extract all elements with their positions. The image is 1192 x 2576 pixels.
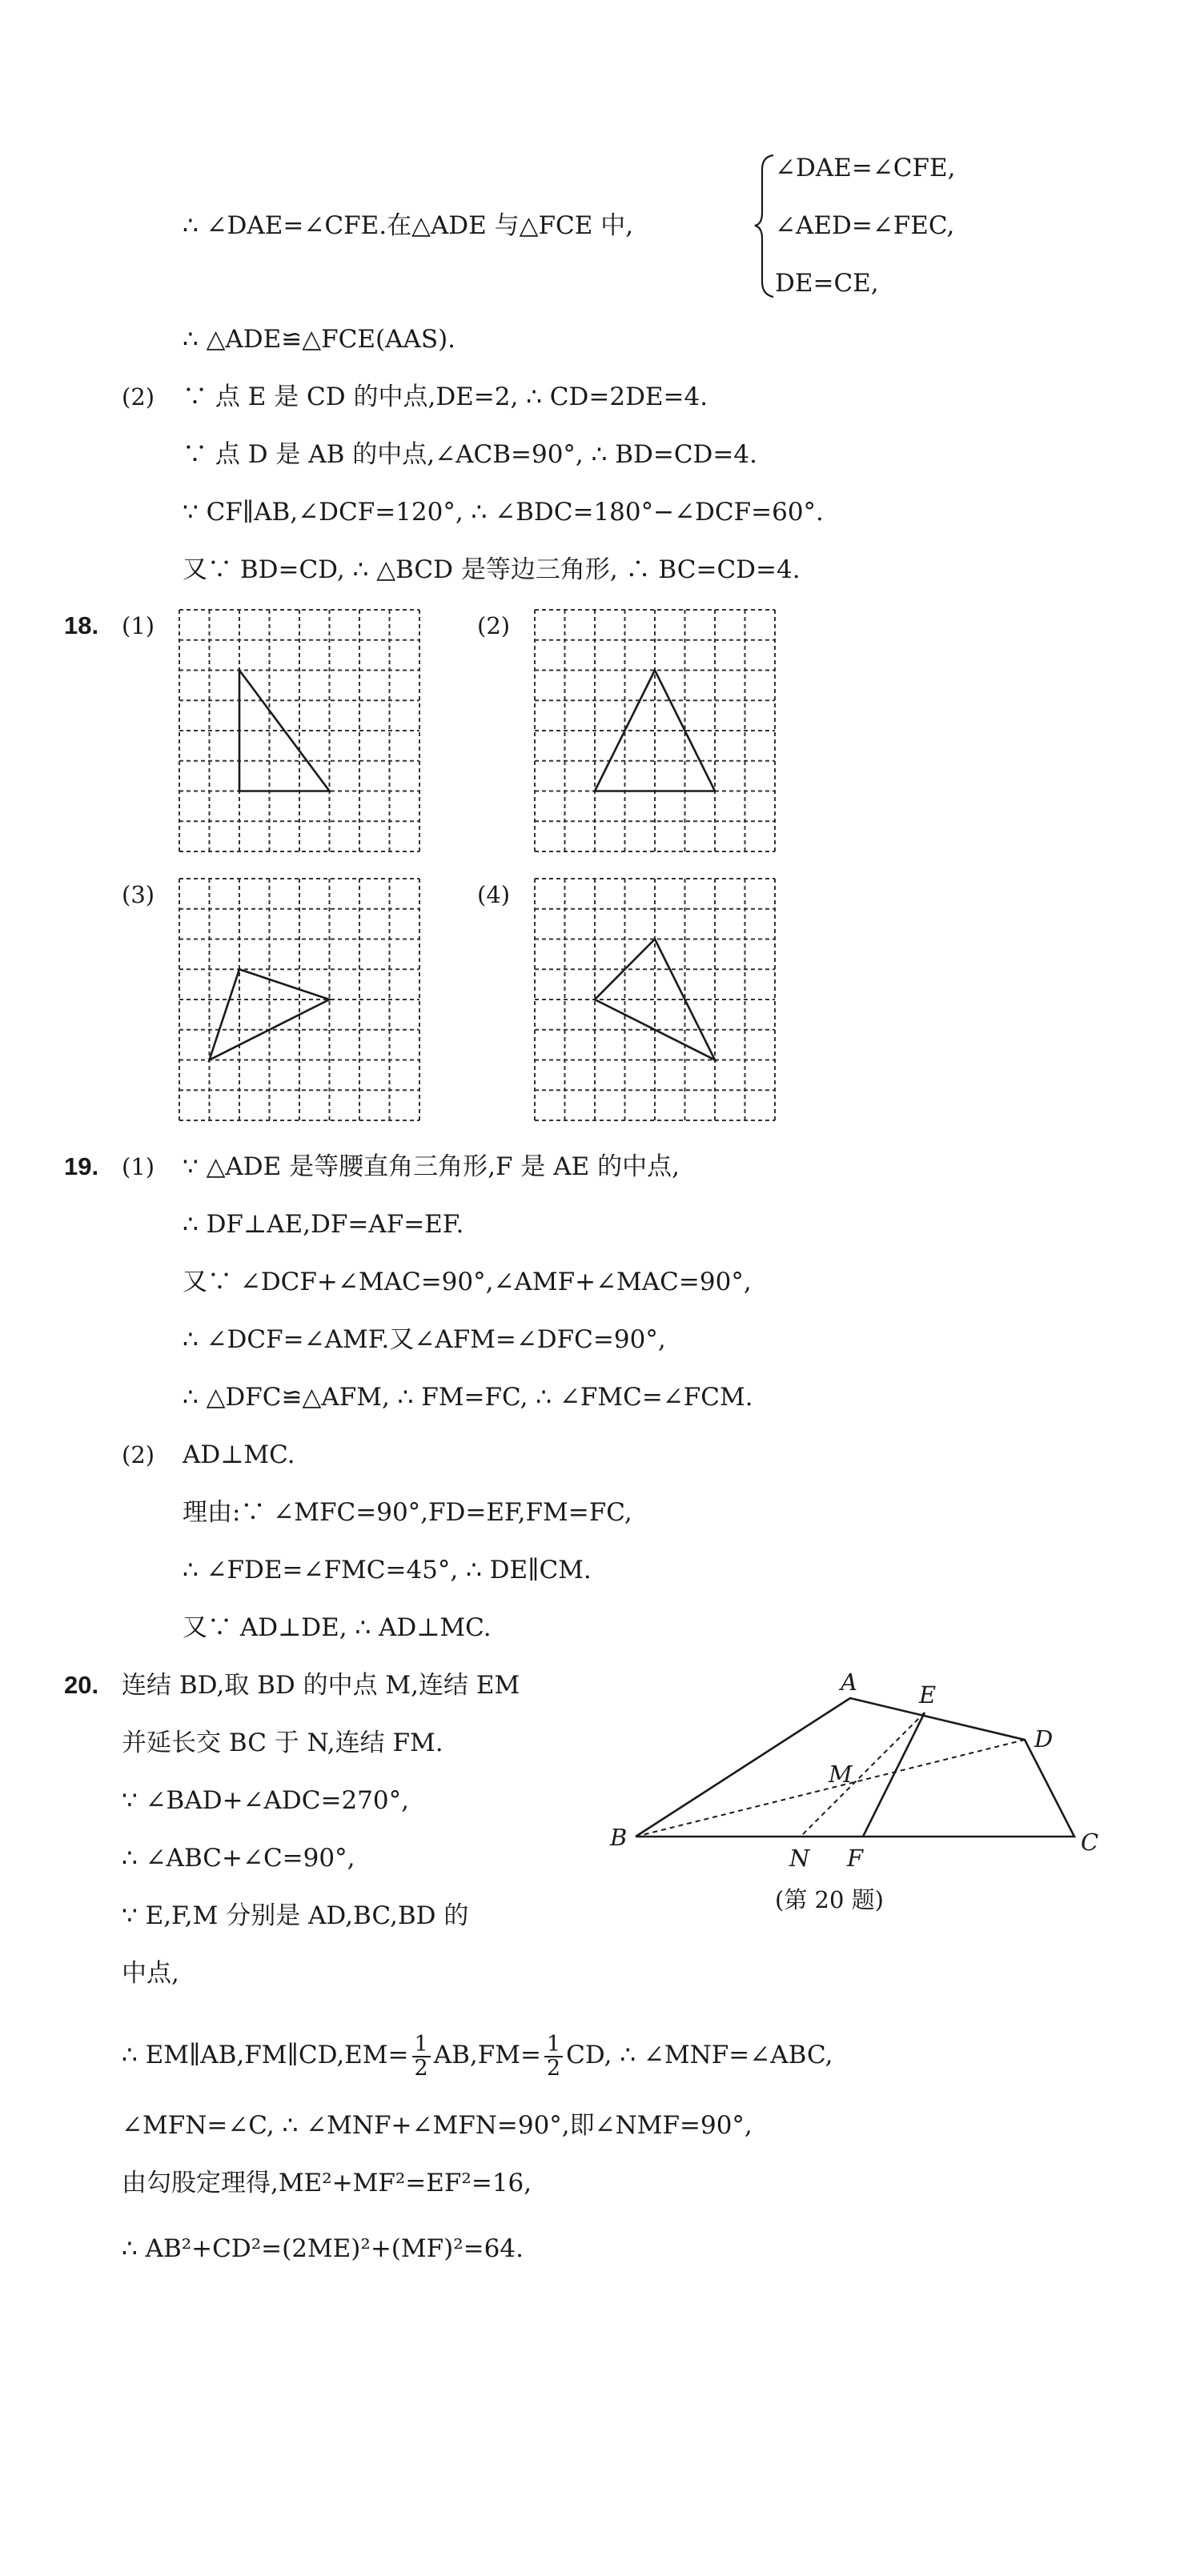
q20-after-line-3: ∴ AB²+CD²=(2ME)²+(MF)²=64. bbox=[122, 2234, 524, 2263]
q20-line-6: 中点, bbox=[122, 1959, 179, 1988]
q20-figure-caption: (第 20 题) bbox=[775, 1886, 884, 1913]
q20-line-4: ∴ ∠ABC+∠C=90°, bbox=[122, 1844, 355, 1873]
q19-p1-line-2: ∴ DF⊥AE,DF=AF=EF. bbox=[183, 1210, 464, 1239]
q20-line-3: ∵ ∠BAD+∠ADC=270°, bbox=[122, 1786, 409, 1815]
point-label-C: C bbox=[1081, 1829, 1099, 1856]
q18-grid-2 bbox=[533, 608, 777, 853]
brace-line-3: DE=CE, bbox=[775, 269, 879, 298]
q17-p2-line-1: ∵ 点 E 是 CD 的中点,DE=2, ∴ CD=2DE=4. bbox=[183, 383, 708, 411]
point-label-N: N bbox=[789, 1845, 810, 1872]
point-label-A: A bbox=[841, 1669, 857, 1696]
q20-line-2: 并延长交 BC 于 N,连结 FM. bbox=[122, 1729, 443, 1757]
point-label-F: F bbox=[847, 1845, 864, 1872]
q18-grid-4 bbox=[533, 877, 777, 1122]
brace-line-1: ∠DAE=∠CFE, bbox=[775, 154, 956, 182]
q20-figure bbox=[600, 1665, 1113, 1873]
q19-p2-line-1: AD⊥MC. bbox=[183, 1440, 295, 1469]
point-label-E: E bbox=[919, 1681, 937, 1709]
q20-eq-mid: AB,FM= bbox=[433, 2041, 541, 2069]
q19-number: 19. bbox=[64, 1152, 99, 1180]
frac-den-2: 2 bbox=[546, 2055, 561, 2081]
q19-p1-line-3: 又∵ ∠DCF+∠MAC=90°,∠AMF+∠MAC=90°, bbox=[183, 1268, 752, 1296]
q19-p2-line-3: ∴ ∠FDE=∠FMC=45°, ∴ DE∥CM. bbox=[183, 1556, 592, 1584]
q17-conclusion-line: ∴ ∠DAE=∠CFE.在△ADE 与△FCE 中, bbox=[183, 211, 634, 240]
q20-equation-line bbox=[122, 2029, 833, 2081]
q18-number: 18. bbox=[64, 611, 99, 639]
q18-label-1: (1) bbox=[122, 612, 155, 639]
q18-label-2: (2) bbox=[477, 612, 511, 639]
left-brace-icon bbox=[753, 152, 777, 300]
q19-p1-line-4: ∴ ∠DCF=∠AMF.又∠AFM=∠DFC=90°, bbox=[183, 1325, 666, 1354]
q17-p2-line-4: 又∵ BD=CD, ∴ △BCD 是等边三角形, ∴ BC=CD=4. bbox=[183, 555, 801, 584]
point-label-M: M bbox=[829, 1761, 853, 1788]
q19-p2-line-2: 理由:∵ ∠MFC=90°,FD=EF,FM=FC, bbox=[183, 1498, 632, 1527]
q19-p1-line-1: ∵ △ADE 是等腰直角三角形,F 是 AE 的中点, bbox=[183, 1152, 680, 1181]
q20-line-5: ∵ E,F,M 分别是 AD,BC,BD 的 bbox=[122, 1901, 469, 1930]
q19-p2-line-4: 又∵ AD⊥DE, ∴ AD⊥MC. bbox=[183, 1613, 492, 1642]
q19-part1-label: (1) bbox=[122, 1153, 155, 1180]
q18-grid-3 bbox=[178, 877, 422, 1122]
q19-p1-line-5: ∴ △DFC≌△AFM, ∴ FM=FC, ∴ ∠FMC=∠FCM. bbox=[183, 1383, 753, 1412]
q18-label-3: (3) bbox=[122, 881, 155, 908]
q20-line-1: 连结 BD,取 BD 的中点 M,连结 EM bbox=[122, 1671, 520, 1700]
q18-grid-1 bbox=[178, 608, 422, 853]
q20-number: 20. bbox=[64, 1671, 99, 1699]
q20-after-line-2: 由勾股定理得,ME²+MF²=EF²=16, bbox=[122, 2169, 532, 2197]
q20-eq-prefix: ∴ EM∥AB,FM∥CD,EM= bbox=[122, 2041, 409, 2069]
q19-part2-label: (2) bbox=[122, 1441, 155, 1468]
half-fraction-2 bbox=[544, 2033, 563, 2080]
q18-label-4: (4) bbox=[477, 881, 511, 908]
q20-eq-suffix: CD, ∴ ∠MNF=∠ABC, bbox=[566, 2041, 833, 2069]
q17-p2-line-3: ∵ CF∥AB,∠DCF=120°, ∴ ∠BDC=180°−∠DCF=60°. bbox=[183, 498, 824, 527]
frac-num-1: 1 bbox=[412, 2033, 431, 2057]
q17-p2-line-2: ∵ 点 D 是 AB 的中点,∠ACB=90°, ∴ BD=CD=4. bbox=[183, 440, 757, 469]
point-label-D: D bbox=[1034, 1725, 1054, 1753]
q17-part2-label: (2) bbox=[122, 383, 155, 411]
half-fraction-1 bbox=[412, 2033, 431, 2080]
frac-num-2: 1 bbox=[544, 2033, 563, 2057]
frac-den-1: 2 bbox=[414, 2055, 428, 2081]
point-label-B: B bbox=[610, 1824, 628, 1851]
brace-line-2: ∠AED=∠FEC, bbox=[775, 211, 955, 240]
q17-congruence-line: ∴ △ADE≌△FCE(AAS). bbox=[183, 325, 456, 354]
q20-after-line-1: ∠MFN=∠C, ∴ ∠MNF+∠MFN=90°,即∠NMF=90°, bbox=[122, 2111, 753, 2140]
